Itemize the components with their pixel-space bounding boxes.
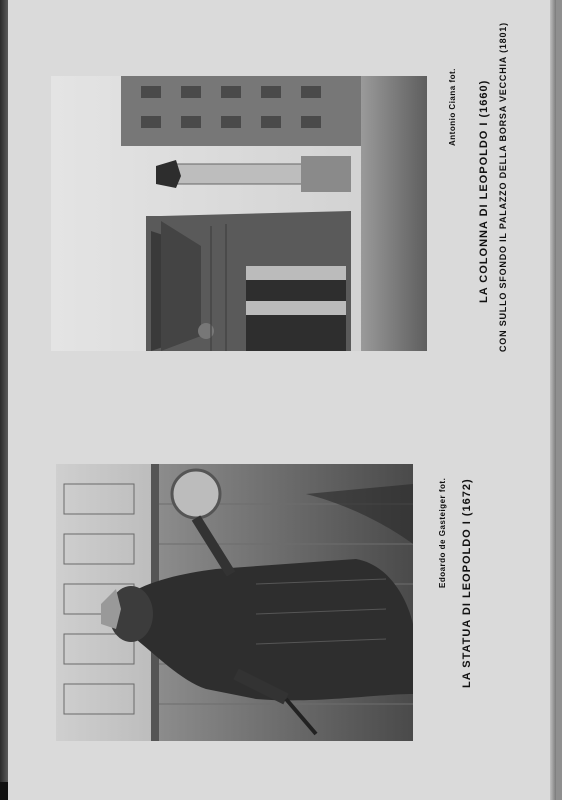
corner-mark (0, 782, 8, 800)
statue-title: LA STATUA DI LEOPOLDO I (1672) (461, 478, 473, 688)
column-subtitle: CON SULLO SFONDO IL PALAZZO DELLA BORSA VECCHIA (1801) (498, 22, 508, 352)
column-credit: Antonio Ciana fot. (448, 68, 457, 146)
column-title: LA COLONNA DI LEOPOLDO I (1660) (478, 79, 490, 303)
column-photo-image (51, 76, 427, 351)
statue-photo-image (56, 464, 413, 741)
page-right-edge (550, 0, 556, 800)
statue-photo (56, 464, 413, 741)
column-photo (51, 76, 427, 351)
book-page (8, 0, 556, 800)
binding-edge (0, 0, 8, 800)
statue-credit: Edoardo de Gasteiger fot. (438, 477, 447, 588)
